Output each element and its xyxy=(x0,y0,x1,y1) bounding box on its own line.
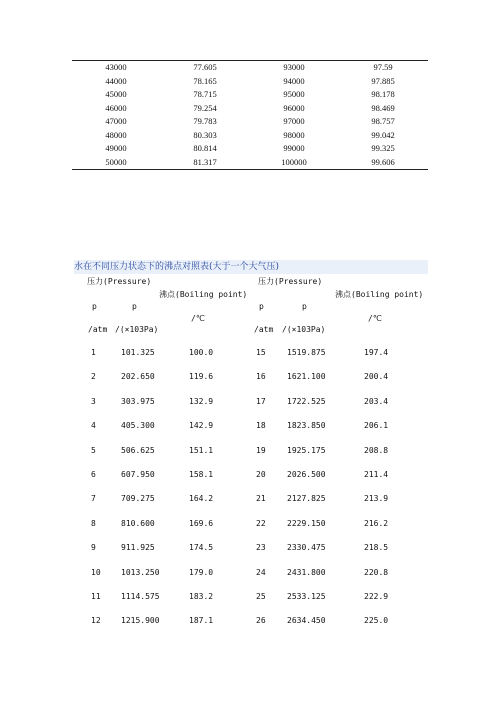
boiling-cell: 99.042 xyxy=(371,129,395,140)
p-atm-header-left: p xyxy=(92,302,97,311)
table-row xyxy=(0,543,500,555)
atm-cell: 26 xyxy=(256,616,266,626)
atm-cell: 6 xyxy=(91,470,96,479)
table-row xyxy=(0,592,500,604)
table-row xyxy=(72,102,428,116)
boiling-cell: 98.757 xyxy=(371,116,395,126)
unit-kpa-header-left: /(×103Pa) xyxy=(115,325,159,334)
boiling-cell: 78.165 xyxy=(193,75,217,86)
pressure-cell: 44000 xyxy=(105,75,127,86)
boiling-cell: 225.0 xyxy=(364,616,389,626)
kpa-cell: 2330.475 xyxy=(287,543,326,553)
boiling-cell: 206.1 xyxy=(364,421,389,431)
kpa-cell: 506.625 xyxy=(121,445,155,455)
kpa-cell: 2431.800 xyxy=(287,567,326,577)
kpa-cell: 1925.175 xyxy=(287,445,326,455)
atm-cell: 25 xyxy=(256,592,266,601)
boiling-cell: 164.2 xyxy=(189,494,214,504)
boiling-cell: 220.8 xyxy=(364,567,389,577)
boiling-cell: 169.6 xyxy=(189,518,214,528)
pressure-cell: 49000 xyxy=(105,143,127,153)
boiling-cell: 222.9 xyxy=(364,592,389,601)
kpa-cell: 2533.125 xyxy=(287,592,326,601)
kpa-cell: 2229.150 xyxy=(287,518,326,528)
boiling-cell: 80.814 xyxy=(193,143,217,153)
table-row xyxy=(72,156,428,170)
boiling-cell: 218.5 xyxy=(364,543,389,553)
atm-cell: 7 xyxy=(91,494,96,504)
boiling-cell: 183.2 xyxy=(189,592,214,601)
pressure-cell: 50000 xyxy=(105,156,127,167)
p-kpa-header-left: p xyxy=(132,302,137,311)
boiling-cell: 98.178 xyxy=(371,89,395,99)
boiling-header-left: 沸点(Boiling point) xyxy=(159,290,248,299)
boiling-cell: 132.9 xyxy=(189,396,214,406)
unit-c-header-right: /℃ xyxy=(368,314,382,323)
table-row xyxy=(0,519,500,531)
boiling-cell: 78.715 xyxy=(193,89,217,99)
pressure-header-left: 压力(Pressure) xyxy=(87,277,152,286)
boiling-cell: 158.1 xyxy=(189,470,214,479)
pressure-cell: 46000 xyxy=(105,102,127,113)
kpa-cell: 405.300 xyxy=(121,421,155,431)
atm-cell: 23 xyxy=(256,543,266,553)
boiling-cell: 200.4 xyxy=(364,372,389,382)
pressure-cell: 95000 xyxy=(283,89,305,99)
kpa-cell: 303.975 xyxy=(121,396,155,406)
boiling-cell: 174.5 xyxy=(189,543,214,553)
boiling-cell: 97.59 xyxy=(373,62,393,72)
boiling-cell: 98.469 xyxy=(371,102,395,113)
table-row xyxy=(72,142,428,156)
atm-cell: 19 xyxy=(256,445,266,455)
kpa-cell: 1519.875 xyxy=(287,348,326,357)
table-row xyxy=(72,61,428,75)
pressure-header-right: 压力(Pressure) xyxy=(258,277,323,286)
boiling-cell: 151.1 xyxy=(189,445,214,455)
atm-cell: 18 xyxy=(256,421,266,431)
boiling-cell: 77.605 xyxy=(193,62,217,72)
kpa-cell: 911.925 xyxy=(121,543,155,553)
table-row xyxy=(72,129,428,143)
atm-cell: 1 xyxy=(91,348,96,357)
pressure-cell: 43000 xyxy=(105,62,127,72)
kpa-cell: 202.650 xyxy=(121,372,155,382)
boiling-cell: 119.6 xyxy=(189,372,214,382)
kpa-cell: 1722.525 xyxy=(287,396,326,406)
atm-cell: 12 xyxy=(91,616,101,626)
boiling-cell: 100.0 xyxy=(189,348,214,357)
kpa-cell: 101.325 xyxy=(121,348,155,357)
pressure-cell: 93000 xyxy=(283,62,305,72)
kpa-cell: 607.950 xyxy=(121,470,155,479)
kpa-cell: 2127.825 xyxy=(287,494,326,504)
boiling-header-right: 沸点(Boiling point) xyxy=(335,290,424,299)
kpa-cell: 709.275 xyxy=(121,494,155,504)
table-row xyxy=(72,115,428,129)
kpa-cell: 810.600 xyxy=(121,518,155,528)
atm-cell: 16 xyxy=(256,372,266,382)
boiling-cell: 187.1 xyxy=(189,616,214,626)
atm-cell: 8 xyxy=(91,518,96,528)
atm-cell: 20 xyxy=(256,470,266,479)
pressure-cell: 96000 xyxy=(283,102,305,113)
boiling-cell: 81.317 xyxy=(193,156,217,167)
table-row xyxy=(0,568,500,580)
p-atm-header-right: p xyxy=(259,302,264,311)
atm-cell: 10 xyxy=(91,567,101,577)
unit-kpa-header-right: /(×103Pa) xyxy=(282,325,326,334)
boiling-cell: 99.325 xyxy=(371,143,395,153)
table-row xyxy=(72,88,428,102)
boiling-cell: 213.9 xyxy=(364,494,389,504)
boiling-cell: 216.2 xyxy=(364,518,389,528)
atm-cell: 11 xyxy=(91,592,101,601)
atm-cell: 2 xyxy=(91,372,96,382)
kpa-cell: 2026.500 xyxy=(287,470,326,479)
table-row xyxy=(0,372,500,384)
pressure-cell: 94000 xyxy=(283,75,305,86)
unit-atm-header-right: /atm xyxy=(254,325,274,334)
table-row xyxy=(0,470,500,482)
bottom-rule xyxy=(72,169,428,170)
kpa-cell: 1114.575 xyxy=(121,592,160,601)
atm-cell: 15 xyxy=(256,348,266,357)
kpa-cell: 1823.850 xyxy=(287,421,326,431)
table-row xyxy=(0,397,500,409)
boiling-cell: 197.4 xyxy=(364,348,389,357)
atm-cell: 21 xyxy=(256,494,266,504)
atm-cell: 4 xyxy=(91,421,96,431)
table-row xyxy=(0,616,500,628)
pressure-cell: 98000 xyxy=(283,129,305,140)
p-kpa-header-right: p xyxy=(302,302,307,311)
atm-cell: 9 xyxy=(91,543,96,553)
pressure-cell: 99000 xyxy=(283,143,305,153)
table-row xyxy=(0,348,500,360)
boiling-cell: 203.4 xyxy=(364,396,389,406)
boiling-cell: 179.0 xyxy=(189,567,214,577)
pressure-cell: 45000 xyxy=(105,89,127,99)
table-row xyxy=(0,421,500,433)
boiling-cell: 142.9 xyxy=(189,421,214,431)
boiling-cell: 79.254 xyxy=(193,102,217,113)
atm-cell: 17 xyxy=(256,396,266,406)
kpa-cell: 2634.450 xyxy=(287,616,326,626)
boiling-cell: 79.783 xyxy=(193,116,217,126)
table-row xyxy=(0,494,500,506)
kpa-cell: 1013.250 xyxy=(121,567,160,577)
kpa-cell: 1621.100 xyxy=(287,372,326,382)
pressure-cell: 100000 xyxy=(281,156,307,167)
pressure-cell: 47000 xyxy=(105,116,127,126)
unit-atm-header-left: /atm xyxy=(88,325,108,334)
atm-cell: 3 xyxy=(91,396,96,406)
unit-c-header-left: /℃ xyxy=(191,314,205,323)
boiling-cell: 208.8 xyxy=(364,445,389,455)
pressure-cell: 97000 xyxy=(283,116,305,126)
atm-cell: 24 xyxy=(256,567,266,577)
atm-cell: 5 xyxy=(91,445,96,455)
pressure-cell: 48000 xyxy=(105,129,127,140)
table-row xyxy=(0,446,500,458)
atm-cell: 22 xyxy=(256,518,266,528)
top-table xyxy=(72,60,428,170)
boiling-cell: 80.303 xyxy=(193,129,217,140)
top-table-body xyxy=(72,61,428,169)
section-title: 水在不同压力状态下的沸点对照表(大于一个大气压) xyxy=(74,260,428,274)
table-row xyxy=(72,75,428,89)
kpa-cell: 1215.900 xyxy=(121,616,160,626)
boiling-cell: 99.606 xyxy=(371,156,395,167)
boiling-cell: 211.4 xyxy=(364,470,389,479)
boiling-cell: 97.885 xyxy=(371,75,395,86)
